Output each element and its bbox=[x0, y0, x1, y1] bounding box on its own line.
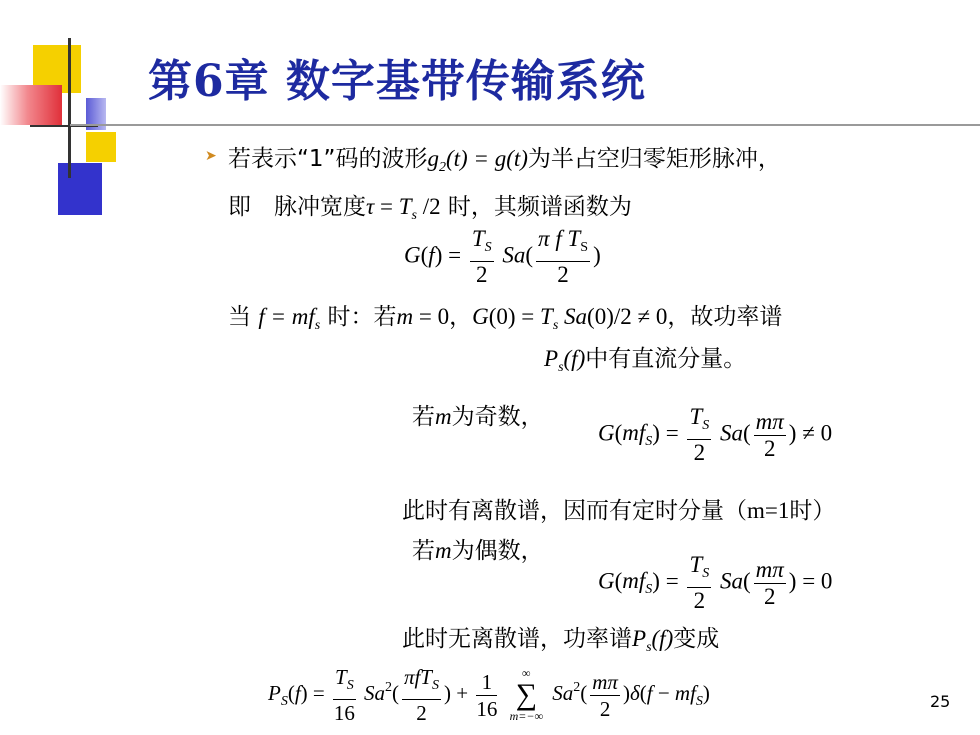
line3-mid: 时：若 bbox=[327, 304, 397, 330]
text-line-5 bbox=[402, 492, 835, 525]
line5-text: 此时有离散谱，因而有定时分量（ bbox=[402, 498, 747, 524]
line5-suffix: 时） bbox=[789, 498, 836, 524]
bullet-arrow-icon: ➤ bbox=[205, 148, 217, 164]
even-label-prefix: 若 bbox=[412, 538, 435, 564]
equation-odd: $G(mf_S)$ = $\frac{T_S}{2}$ Sa( $\frac{m\pi}{2}$ ) ≠ 0 bbox=[598, 404, 833, 465]
odd-label-prefix: 若 bbox=[412, 404, 435, 430]
decor-red-bar bbox=[0, 85, 62, 125]
text-line-2 bbox=[228, 188, 632, 224]
text-line-1 bbox=[228, 140, 781, 176]
line3-formula-1: $f = mf_s$ bbox=[258, 304, 321, 333]
even-label-suffix: 为偶数， bbox=[451, 538, 544, 564]
odd-label-suffix: 为奇数， bbox=[451, 404, 544, 430]
equation-even: $G(mf_S)$ = $\frac{T_S}{2}$ Sa( $\frac{m\pi}{2}$ ) = 0 bbox=[598, 552, 833, 613]
page-number: 25 bbox=[930, 692, 951, 711]
summation-symbol: ∞ ∑ m=−∞ bbox=[509, 666, 544, 723]
even-label bbox=[412, 532, 544, 565]
text-line-6 bbox=[402, 620, 719, 656]
line3-formula-2: m = 0，$G(0) = T_s$ Sa(0)/2 ≠ 0 bbox=[396, 304, 668, 333]
line2-suffix: 时，其频谱函数为 bbox=[440, 194, 632, 220]
line1-formula: $g_2(t) = g(t)$ bbox=[427, 146, 528, 175]
line1-suffix: 为半占空归零矩形脉冲， bbox=[527, 146, 781, 172]
line2-formula: $\tau = T_s$ /2 bbox=[366, 194, 441, 223]
line4-suffix: 中有直流分量。 bbox=[585, 346, 747, 372]
line2-prefix: 即 脉冲宽度 bbox=[228, 194, 366, 220]
text-line-4 bbox=[544, 340, 746, 376]
decor-blue-square bbox=[58, 163, 102, 215]
title-rule bbox=[70, 124, 980, 126]
line6-formula: $P_s(f)$ bbox=[632, 626, 674, 655]
line6-suffix: 变成 bbox=[673, 626, 720, 652]
line5-formula: m=1 bbox=[747, 498, 790, 523]
odd-label-var: m bbox=[435, 404, 452, 429]
equation-power-spectrum: $P_S(f)$ = $\frac{T_S}{16}$ Sa$^2$( $\frac{\pi fT_S}{2}$ ) + $\frac{1}{16}$ ∞ ∑ m=−∞ Sa$^2$( $\frac{m\pi}{2}$ )$\delta(f - mf_S)$ bbox=[268, 665, 710, 725]
line6-text: 此时无离散谱，功率谱 bbox=[402, 626, 632, 652]
text-line-3 bbox=[228, 298, 782, 334]
line4-formula: $P_s(f)$ bbox=[544, 346, 586, 375]
decor-vertical-line bbox=[68, 38, 71, 178]
odd-label bbox=[412, 398, 544, 431]
even-label-var: m bbox=[435, 538, 452, 563]
line3-suffix: ，故功率谱 bbox=[667, 304, 783, 330]
line3-prefix: 当 bbox=[228, 304, 251, 330]
equation-spectrum: G(f) = $\frac{T_S}{2}$ Sa( $\frac{\pi f T_S}{2}$ ) bbox=[404, 226, 601, 287]
line1-prefix: 若表示“1”码的波形 bbox=[228, 146, 428, 172]
slide-title: 第6章 数字基带传输系统 bbox=[148, 56, 646, 107]
decor-yellow-square-small bbox=[86, 132, 116, 162]
